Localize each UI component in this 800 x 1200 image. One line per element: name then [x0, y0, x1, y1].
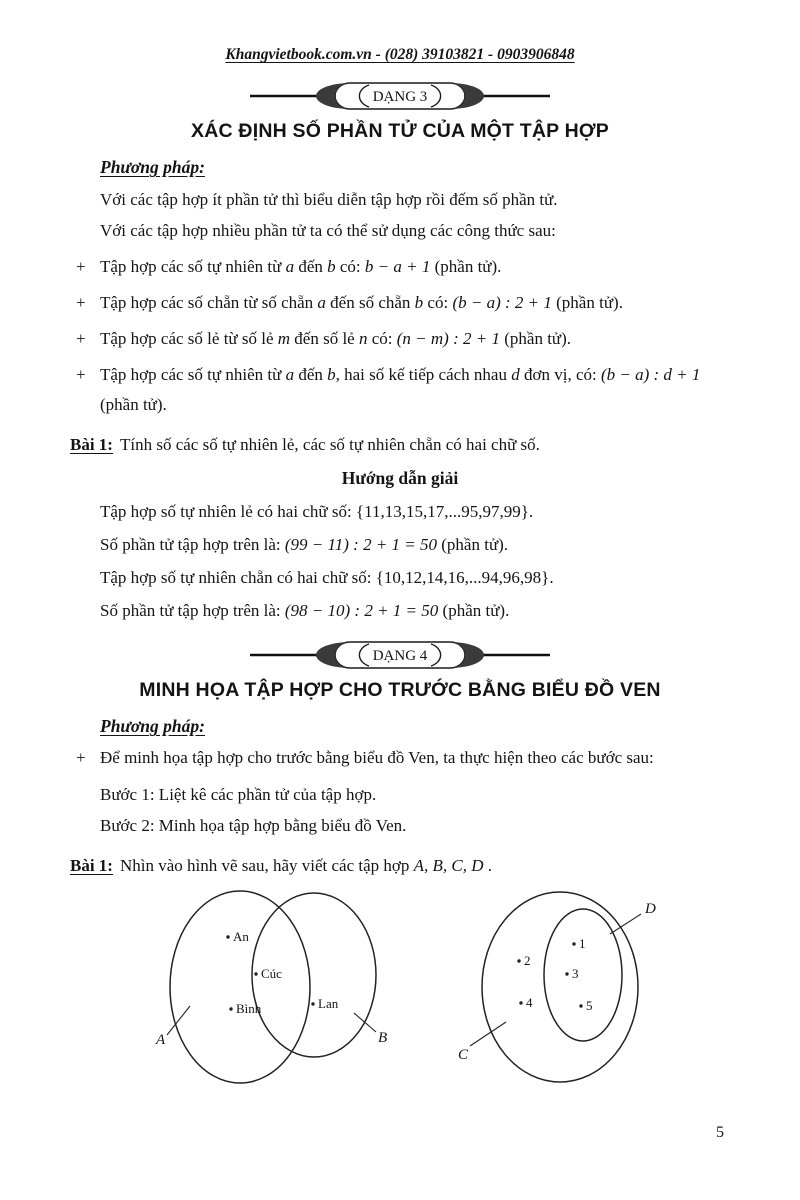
formula-text: Tập hợp các số chẵn từ số chẵn a đến số chẵn b có: (b − a) : 2 + 1 (phần tử).: [100, 293, 623, 312]
section3-method-label: Phương pháp:: [100, 157, 205, 177]
step-1: Bước 1: Liệt kê các phần tử của tập hợp.: [100, 785, 377, 804]
venn-label-a: A: [156, 1032, 166, 1048]
solution-line-4: Số phần tử tập hợp trên là: (98 − 10) : 2 + 1 = 50 (phần tử).: [100, 601, 510, 620]
section3-exercise-1: [70, 429, 730, 460]
point-label-4: 4: [526, 995, 533, 1010]
dang4-badge-label: DẠNG 4: [372, 648, 428, 664]
venn-b-pointer-line: [354, 1013, 376, 1032]
point-label-5: 5: [586, 998, 593, 1013]
venn-d-pointer-line: [610, 914, 641, 934]
section4-method-label: Phương pháp:: [100, 716, 205, 736]
exercise-label: Bài 1:: [70, 856, 113, 875]
formula-bullet-1: [70, 252, 730, 282]
point-label-lan: Lan: [318, 996, 339, 1011]
bullet-marker: +: [76, 365, 86, 384]
dang4-badge-graphic: [250, 639, 550, 671]
point-dot-3: [565, 972, 568, 975]
formula-text: Tập hợp các số lẻ từ số lẻ m đến số lẻ n có: (n − m) : 2 + 1 (phần tử).: [100, 329, 572, 348]
point-dot-2: [517, 959, 520, 962]
venn-label-c: C: [458, 1047, 469, 1063]
dang3-badge: [70, 80, 730, 112]
formula-text: Tập hợp các số tự nhiên từ a đến b, hai số kế tiếp cách nhau d đơn vị, có: (b − a) : d + 1 (phần tử).: [100, 365, 701, 414]
point-dot-cuc: [254, 972, 257, 975]
exercise-label: Bài 1:: [70, 435, 113, 454]
point-label-binh: Bình: [236, 1001, 262, 1016]
exercise-text: Nhìn vào hình vẽ sau, hãy viết các tập hợp A, B, C, D .: [119, 856, 493, 875]
point-dot-lan: [311, 1002, 314, 1005]
bullet-marker: +: [76, 748, 86, 767]
solution-title: Hướng dẫn giải: [341, 468, 459, 488]
section3-intro-line-2: Với các tập hợp nhiều phần tử ta có thể sử dụng các công thức sau:: [100, 221, 556, 240]
section4-exercise-1: [70, 850, 730, 881]
point-dot-5: [579, 1004, 582, 1007]
bullet-marker: +: [76, 293, 86, 312]
header-text: Khangvietbook.com.vn - (028) 39103821 - 0903906848: [225, 46, 575, 63]
point-label-cuc: Cúc: [261, 966, 282, 981]
venn-diagrams: [70, 887, 730, 1104]
exercise-text: Tính số các số tự nhiên lẻ, các số tự nhiên chẵn có hai chữ số.: [119, 435, 540, 454]
point-dot-1: [572, 942, 575, 945]
section4-bullet: [70, 743, 730, 773]
venn-figure: [70, 887, 730, 1099]
page-number: 5: [716, 1124, 724, 1141]
point-label-1: 1: [579, 936, 586, 951]
bullet-marker: +: [76, 257, 86, 276]
point-label-an: An: [233, 929, 249, 944]
solution-line-2: Số phần tử tập hợp trên là: (99 − 11) : 2 + 1 = 50 (phần tử).: [100, 535, 509, 554]
venn-label-b: B: [378, 1030, 388, 1046]
point-dot-binh: [229, 1007, 232, 1010]
bullet-marker: +: [76, 329, 86, 348]
dang3-badge-label: DẠNG 3: [372, 89, 428, 105]
solution-line-1: Tập hợp số tự nhiên lẻ có hai chữ số: {11,13,15,17,...95,97,99}.: [100, 502, 534, 521]
point-dot-4: [519, 1001, 522, 1004]
section3-title: XÁC ĐỊNH SỐ PHẦN TỬ CỦA MỘT TẬP HỢP: [191, 120, 609, 142]
page-header: [70, 44, 730, 64]
point-label-3: 3: [572, 966, 579, 981]
section4-bullet-text: Để minh họa tập hợp cho trước bằng biểu đồ Ven, ta thực hiện theo các bước sau:: [100, 748, 654, 767]
venn-ellipse-d: [544, 909, 622, 1041]
venn-ellipse-a: [170, 891, 310, 1083]
formula-bullet-2: [70, 288, 730, 318]
venn-a-pointer-line: [167, 1006, 190, 1035]
formula-text: Tập hợp các số tự nhiên từ a đến b có: b − a + 1 (phần tử).: [100, 257, 502, 276]
formula-bullet-3: [70, 324, 730, 354]
solution-line-3: Tập hợp số tự nhiên chẵn có hai chữ số: {10,12,14,16,...94,96,98}.: [100, 568, 554, 587]
formula-bullet-4: [70, 360, 730, 420]
section4-title: MINH HỌA TẬP HỢP CHO TRƯỚC BẰNG BIỂU ĐỒ VEN: [139, 679, 661, 701]
point-label-2: 2: [524, 953, 531, 968]
step-2: Bước 2: Minh họa tập hợp bằng biểu đồ Ven.: [100, 816, 407, 835]
dang4-badge: [70, 639, 730, 671]
section3-intro-line-1: Với các tập hợp ít phần tử thì biểu diễn tập hợp rồi đếm số phần tử.: [100, 190, 558, 209]
point-dot-an: [226, 935, 229, 938]
dang3-badge-graphic: [250, 80, 550, 112]
venn-label-d: D: [645, 901, 656, 917]
